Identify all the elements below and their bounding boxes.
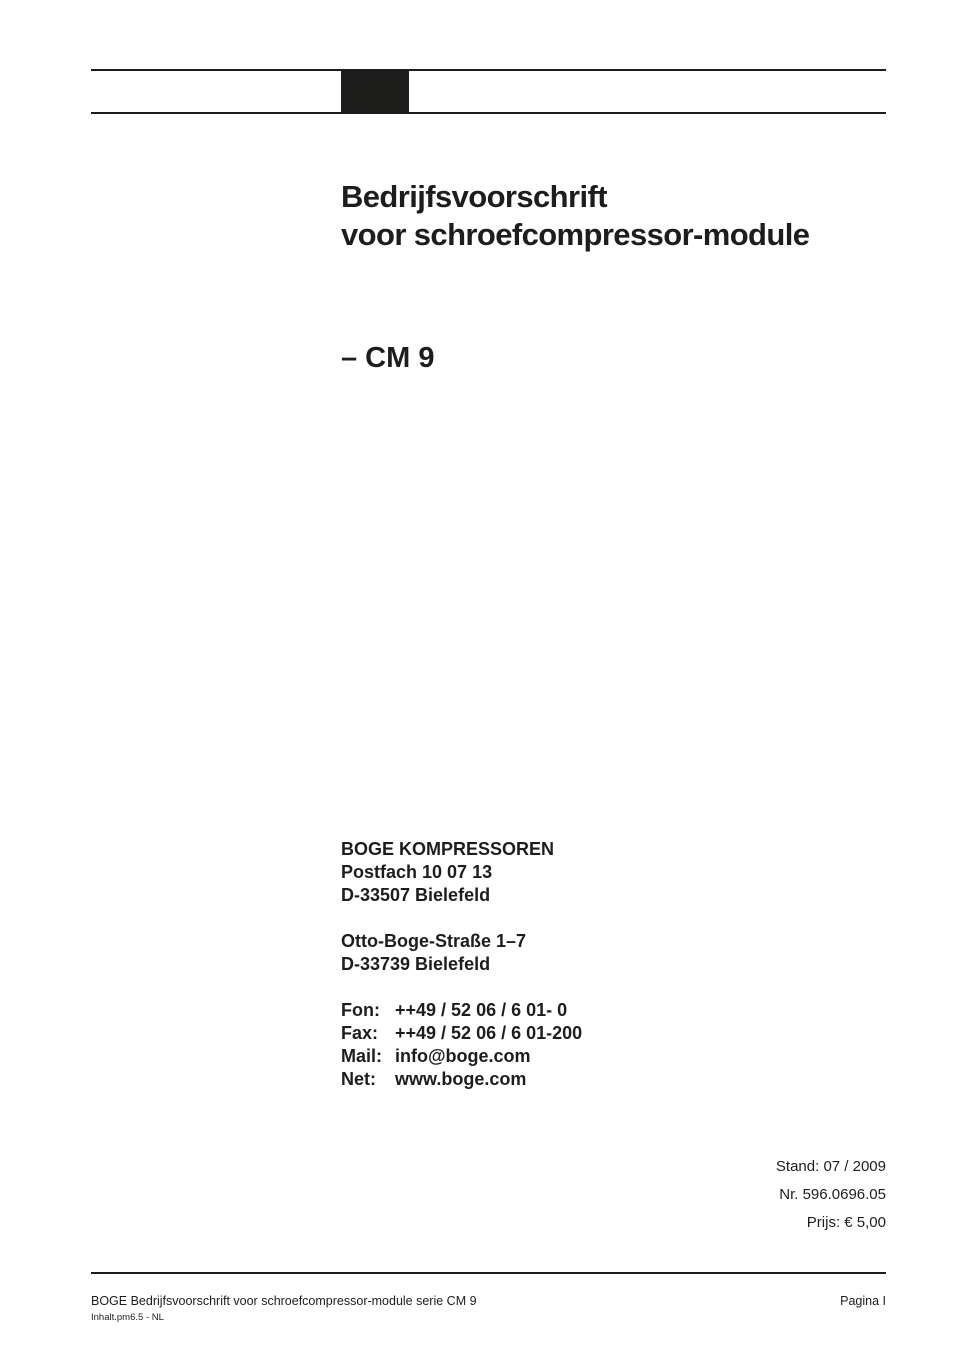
footer-rule [91, 1272, 886, 1274]
mail-value: info@boge.com [395, 1046, 531, 1066]
document-title [341, 178, 809, 254]
street-address: Otto-Boge-Straße 1–7 [341, 931, 527, 951]
postbox: Postfach 10 07 13 [341, 862, 493, 882]
company-address-block [341, 838, 582, 1091]
header-tab-block [341, 69, 409, 114]
page-number: Pagina I [840, 1294, 886, 1308]
footer-title: BOGE Bedrijfsvoorschrift voor schroefcompressor-module serie CM 9 [91, 1294, 477, 1308]
footer-file-reference: Inhalt.pm6.5 - NL [91, 1312, 164, 1323]
fax-value: ++49 / 52 06 / 6 01-200 [395, 1023, 583, 1043]
phone-label: Fon: [341, 1000, 380, 1020]
contact-fax [341, 1022, 582, 1045]
document-number: Nr. 596.0696.05 [779, 1186, 886, 1203]
document-meta [776, 1153, 886, 1237]
street-city: D-33739 Bielefeld [341, 954, 491, 974]
contact-mail [341, 1045, 582, 1068]
company-name: BOGE KOMPRESSOREN [341, 839, 555, 859]
phone-value: ++49 / 52 06 / 6 01- 0 [395, 1000, 568, 1020]
contact-phone [341, 999, 582, 1022]
fax-label: Fax: [341, 1023, 379, 1043]
contact-web [341, 1068, 582, 1091]
document-title-line-2: voor schroefcompressor-module [341, 217, 810, 252]
document-price: Prijs: € 5,00 [806, 1214, 886, 1231]
revision-date: Stand: 07 / 2009 [775, 1158, 886, 1175]
document-title-line-1: Bedrijfsvoorschrift [341, 179, 607, 214]
web-label: Net: [341, 1069, 376, 1089]
web-value: www.boge.com [395, 1069, 527, 1089]
mail-label: Mail: [341, 1046, 383, 1066]
model-designation: – CM 9 [341, 342, 435, 374]
header-bottom-rule [91, 112, 886, 114]
postbox-city: D-33507 Bielefeld [341, 885, 491, 905]
header-top-rule [91, 69, 886, 71]
address-spacer [341, 907, 582, 930]
contact-spacer [341, 976, 582, 999]
